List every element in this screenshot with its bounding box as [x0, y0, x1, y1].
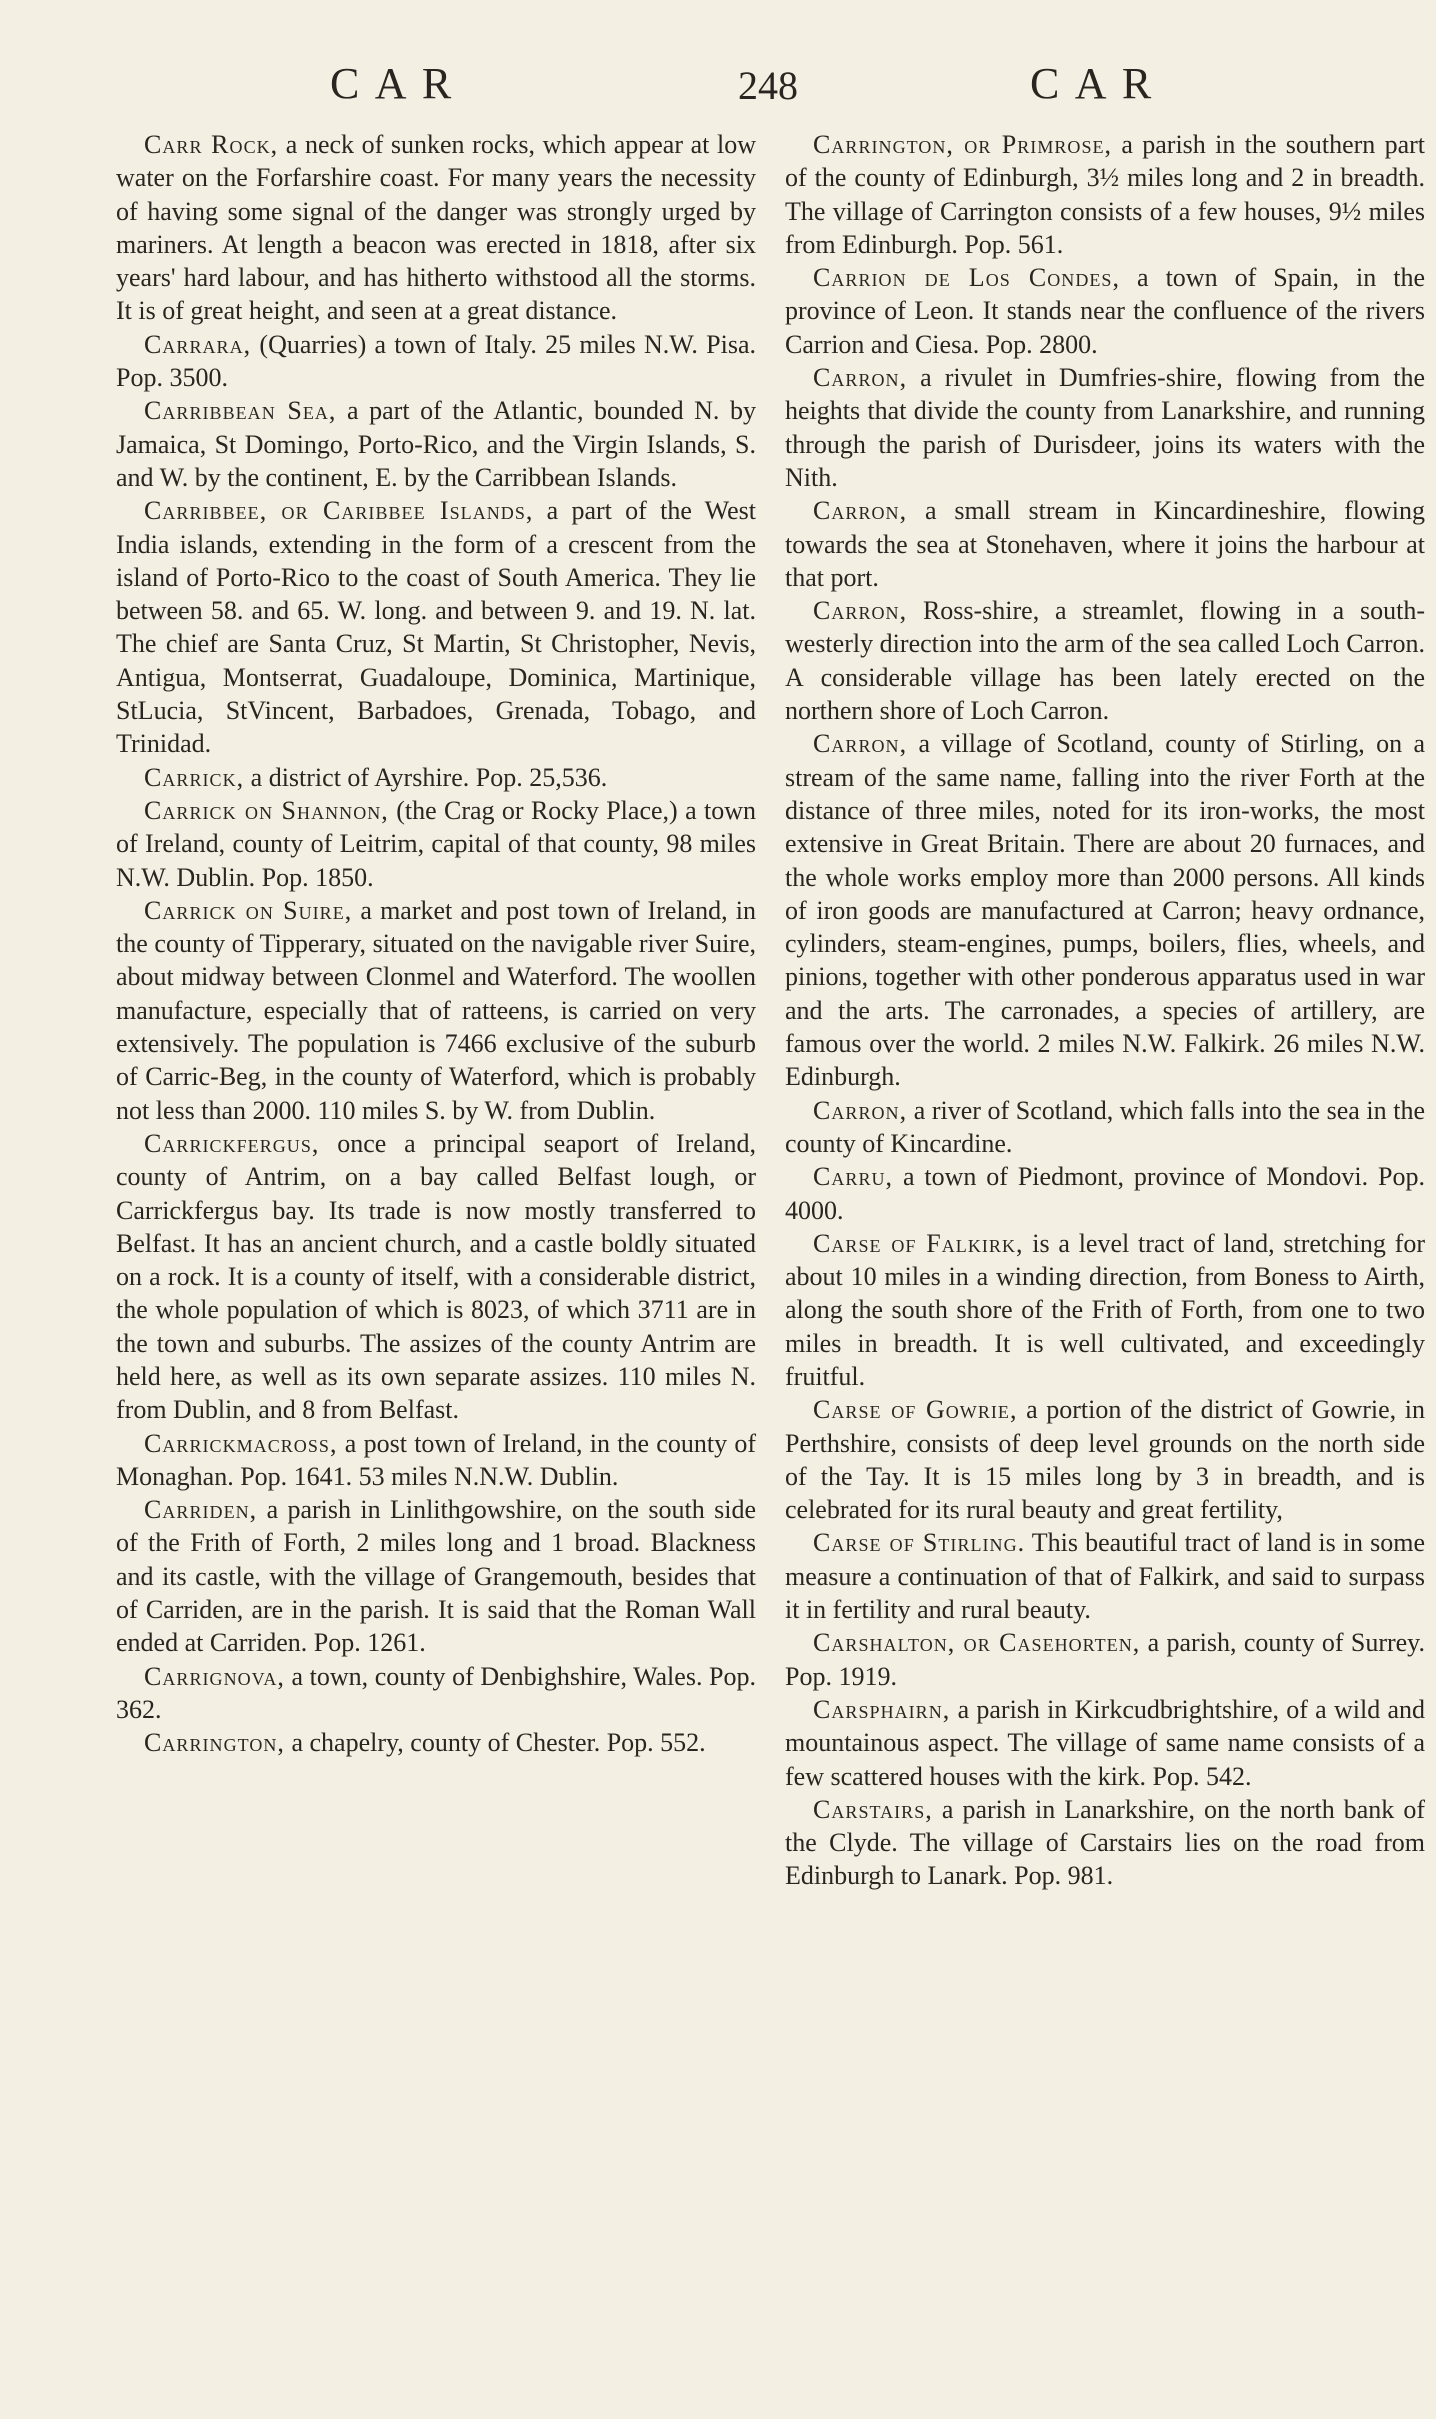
entry-text: a rivulet in Dumfries-shire, flowing from the heights that divide the county from Lanarkshire, and running through the parish of Durisdeer, joins its waters with the Nith. [785, 363, 1425, 492]
entry-headword: Carshalton, or Casehorten, [813, 1628, 1141, 1658]
right-column [785, 128, 1425, 1893]
gazetteer-entry [116, 494, 756, 760]
gazetteer-entry [785, 1626, 1425, 1693]
gazetteer-entry [116, 1127, 756, 1427]
entry-text: This beautiful tract of land is in some measure a continuation of that of Falkirk, and said to surpass it in fertility and rural beauty. [785, 1528, 1426, 1625]
gazetteer-entry [116, 894, 756, 1127]
gazetteer-entry [116, 1726, 756, 1759]
entry-headword: Carron, [813, 496, 908, 526]
entry-headword: Carrickmacross, [144, 1428, 338, 1458]
gazetteer-entry [116, 128, 756, 328]
entry-headword: Carron, [813, 596, 908, 626]
entry-text: a river of Scotland, which falls into the sea in the county of Kincardine. [785, 1095, 1425, 1158]
entry-headword: Carribbee, or Caribbee Islands, [144, 496, 534, 526]
entry-headword: Carstairs, [813, 1794, 933, 1824]
entry-text: a part of the West India islands, extending in the form of a crescent from the island of Porto-Rico to the coast of South America. They lie between 58. and 65. W. long. and between 9. and 19. N. lat. The chief are Santa Cruz, St Martin, St Christopher, Nevis, Antigua, Montserrat, Guadaloupe, Dominica, Martinique, StLucia, StVincent, Barbadoes, Grenada, Tobago, and Trinidad. [116, 496, 756, 759]
entry-headword: Carribbean Sea, [144, 396, 337, 426]
left-column [116, 128, 756, 1760]
gazetteer-entry [785, 594, 1425, 727]
entry-headword: Carrignova, [144, 1661, 285, 1691]
entry-headword: Carrara, [144, 329, 252, 359]
entry-text: a portion of the district of Gowrie, in Perthshire, consists of deep level grounds on the north side of the Tay. It is 15 miles long by 3 in breadth, and is celebrated for its rural beauty and great fertility, [785, 1395, 1425, 1525]
entry-headword: Carrington, [144, 1728, 285, 1758]
entry-text: a parish, county of Surrey. Pop. 1919. [785, 1628, 1425, 1691]
entry-text: a town, county of Denbighshire, Wales. Pop. 362. [116, 1661, 756, 1724]
entry-text: a market and post town of Ireland, in the county of Tipperary, situated on the navigable river Suire, about midway between Clonmel and Waterford. The woollen manufacture, especially that of ratteens, is carried on very extensively. The population is 7466 exclusive of the suburb of Carric-Beg, in the county of Waterford, which is probably not less than 2000. 110 miles S. by W. from Dublin. [116, 895, 756, 1125]
gazetteer-entry [785, 1393, 1425, 1526]
gazetteer-entry [785, 361, 1425, 494]
entry-text: once a principal seaport of Ireland, county of Antrim, on a bay called Belfast lough, or Carrickfergus bay. Its trade is now mostly transferred to Belfast. It has an ancient church, and a castle boldly situated on a rock. It is a county of itself, with a considerable district, the whole population of which is 8023, of which 3711 are in the town and suburbs. The assizes of the county Antrim are held here, as well as its own separate assizes. 110 miles N. from Dublin, and 8 from Belfast. [116, 1128, 756, 1425]
gazetteer-entry [785, 1793, 1425, 1893]
header-left-guide-word: CAR [330, 59, 467, 108]
gazetteer-entry [785, 261, 1425, 361]
entry-headword: Carron, [813, 729, 908, 759]
header-right-guide-word: CAR [1030, 59, 1167, 108]
gazetteer-entry [785, 1160, 1425, 1227]
page-number: 248 [738, 63, 798, 108]
entry-text: a small stream in Kincardineshire, flowing towards the sea at Stonehaven, where it joins the harbour at that port. [785, 496, 1425, 592]
gazetteer-entry [785, 494, 1425, 594]
entry-headword: Carse of Stirling. [813, 1528, 1026, 1558]
gazetteer-entry [785, 1227, 1425, 1393]
gazetteer-entry [116, 1493, 756, 1659]
entry-text: is a level tract of land, stretching for about 10 miles in a winding direction, from Boness to Airth, along the south shore of the Frith of Forth, from one to two miles in breadth. It is well cultivated, and exceedingly fruitful. [785, 1228, 1425, 1391]
gazetteer-entry [785, 1693, 1425, 1793]
gazetteer-entry [116, 394, 756, 494]
entry-headword: Carr Rock, [144, 130, 279, 159]
gazetteer-entry [116, 328, 756, 395]
gazetteer-entry [785, 727, 1425, 1093]
page-header [0, 58, 1436, 118]
gazetteer-entry [116, 1427, 756, 1494]
entry-text: a parish in Lanarkshire, on the north bank of the Clyde. The village of Carstairs lies on the road from Edinburgh to Lanark. Pop. 981. [785, 1794, 1425, 1891]
entry-headword: Carron, [813, 1095, 908, 1125]
entry-headword: Carse of Gowrie, [813, 1395, 1018, 1425]
entry-headword: Carron, [813, 363, 908, 393]
gazetteer-entry [785, 1526, 1425, 1626]
entry-headword: Carrickfergus, [144, 1128, 320, 1158]
entry-headword: Carse of Falkirk, [813, 1228, 1024, 1258]
entry-text: a parish in Linlithgowshire, on the south side of the Frith of Forth, 2 miles long and 1 broad. Blackness and its castle, with the village of Grangemouth, besides that of Carriden, are in the parish. It is said that the Roman Wall ended at Carriden. Pop. 1261. [116, 1495, 756, 1658]
entry-text: a town of Piedmont, province of Mondovi. Pop. 4000. [785, 1162, 1425, 1225]
entry-headword: Carrington, or Primrose, [813, 130, 1113, 159]
entry-text: a neck of sunken rocks, which appear at low water on the Forfarshire coast. For many years the necessity of having some signal of the danger was strongly urged by mariners. At length a beacon was erected in 1818, after six years' hard labour, and has hitherto withstood all the storms. It is of great height, and seen at a great distance. [116, 130, 756, 326]
entry-text: a post town of Ireland, in the county of Monaghan. Pop. 1641. 53 miles N.N.W. Dublin. [116, 1428, 756, 1491]
gazetteer-entry [785, 1094, 1425, 1161]
entry-headword: Carrick, [144, 762, 245, 792]
entry-headword: Carsphairn, [813, 1694, 951, 1724]
gazetteer-entry [116, 761, 756, 794]
entry-text: a chapelry, county of Chester. Pop. 552. [284, 1728, 706, 1758]
entry-text: (Quarries) a town of Italy. 25 miles N.W. Pisa. Pop. 3500. [116, 329, 756, 393]
entry-headword: Carrick on Suire, [144, 895, 353, 925]
gazetteer-entry [116, 1660, 756, 1727]
gazetteer-entry [116, 794, 756, 894]
entry-text: (the Crag or Rocky Place,) a town of Ireland, county of Leitrim, capital of that county, 98 miles N.W. Dublin. Pop. 1850. [116, 795, 756, 892]
entry-text: a district of Ayrshire. Pop. 25,536. [244, 762, 608, 792]
entry-headword: Carrick on Shannon, [144, 795, 389, 825]
entry-text: a parish in Kirkcudbrightshire, of a wild and mountainous aspect. The village of same name consists of a few scattered houses with the kirk. Pop. 542. [785, 1694, 1425, 1791]
entry-text: Ross-shire, a streamlet, flowing in a south-westerly direction into the arm of the sea called Loch Carron. A considerable village has been lately erected on the northern shore of Loch Carron. [785, 596, 1425, 726]
entry-text: a parish in the southern part of the county of Edinburgh, 3½ miles long and 2 in breadth. The village of Carrington consists of a few houses, 9½ miles from Edinburgh. Pop. 561. [785, 130, 1426, 259]
entry-headword: Carrion de Los Condes, [813, 263, 1120, 293]
entry-text: a town of Spain, in the province of Leon. It stands near the confluence of the rivers Carrion and Ciesa. Pop. 2800. [785, 263, 1425, 359]
gazetteer-entry [785, 128, 1425, 261]
entry-headword: Carru, [813, 1162, 894, 1192]
entry-text: a part of the Atlantic, bounded N. by Jamaica, St Domingo, Porto-Rico, and the Virgin Islands, S. and W. by the continent, E. by the Carribbean Islands. [116, 396, 756, 492]
entry-headword: Carriden, [144, 1495, 258, 1525]
entry-text: a village of Scotland, county of Stirling, on a stream of the same name, falling into the river Forth at the distance of three miles, noted for its iron-works, the most extensive in Great Britain. There are about 20 furnaces, and the whole works employ more than 2000 persons. All kinds of iron goods are manufactured at Carron; heavy ordnance, cylinders, steam-engines, pumps, boilers, flies, wheels, and pinions, together with other ponderous apparatus used in war and the arts. The carronades, a species of artillery, are famous over the world. 2 miles N.W. Falkirk. 26 miles N.W. Edinburgh. [785, 729, 1425, 1092]
